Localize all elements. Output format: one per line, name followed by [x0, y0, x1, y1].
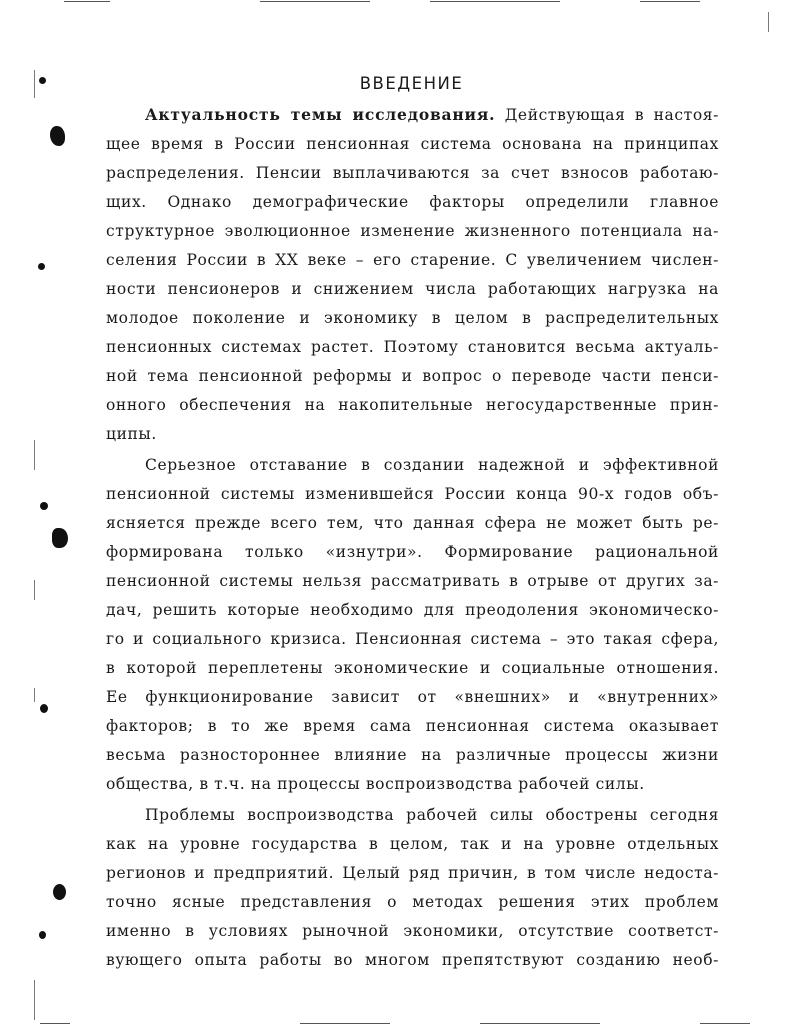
scan-edge-top-4	[640, 1, 700, 2]
paragraph-2-line: весьма разностороннее влияние на различные процессы жизни	[106, 746, 719, 764]
paragraph-1-line: молодое поколение и экономику в целом в распределительных	[106, 309, 719, 327]
paragraph-1-line: щих. Однако демографические факторы определили главное	[106, 193, 719, 211]
scan-left-rule-3	[34, 580, 35, 600]
paragraph-3-line: точно ясные представления о методах решения этих проблем	[106, 893, 719, 911]
page-heading: ВВЕДЕНИЕ	[359, 74, 464, 93]
paragraph-2-line: пенсионной системы нельзя рассматривать в отрыве от других за-	[106, 572, 719, 590]
paragraph-3-line: именно в условиях рыночной экономики, отсутствие соответст-	[106, 922, 719, 940]
paragraph-1-line: селения России в XX веке – его старение. С увеличением числен-	[106, 251, 719, 269]
paragraph-2-line: пенсионной системы изменившейся России конца 90-х годов объ-	[106, 485, 719, 503]
paragraph-1-line: ности пенсионеров и снижением числа работающих нагрузка на	[106, 280, 719, 298]
lead-phrase: Актуальность темы исследования.	[145, 105, 496, 124]
paragraph-2-line: го и социального кризиса. Пенсионная система – это такая сфера,	[106, 630, 719, 648]
paragraph-3-line: регионов и предприятий. Целый ряд причин, в том числе недоста-	[106, 864, 719, 882]
scan-left-rule-5	[34, 980, 35, 1020]
scan-edge-bottom-3	[480, 1023, 600, 1024]
punch-hole-blot	[40, 502, 48, 510]
paragraph-1-line: ной тема пенсионной реформы и вопрос о переводе части пенси-	[106, 367, 719, 385]
paragraph-1-line: структурное эволюционное изменение жизненного потенциала на-	[106, 222, 719, 240]
scan-right-rule	[768, 12, 769, 32]
paragraph-2-line: в которой переплетены экономические и социальные отношения.	[106, 659, 719, 677]
paragraph-2-line: формирована только «изнутри». Формирование рациональной	[106, 543, 719, 561]
paragraph-3-line: Проблемы воспроизводства рабочей силы обострены сегодня	[145, 806, 719, 824]
paragraph-3-line: как на уровне государства в целом, так и на уровне отдельных	[106, 835, 719, 853]
scan-edge-top-2	[260, 1, 370, 2]
paragraph-1-line	[145, 103, 719, 127]
paragraph-2-line: ясняется прежде всего тем, что данная сфера не может быть ре-	[106, 514, 719, 532]
paragraph-1-line: пенсионных системах растет. Поэтому становится весьма актуаль-	[106, 338, 719, 356]
punch-hole-blot	[40, 704, 48, 713]
paragraph-2-line: дач, решить которые необходимо для преодоления экономическо-	[106, 601, 719, 619]
scan-edge-bottom-2	[300, 1023, 390, 1024]
punch-hole-blot	[38, 263, 45, 270]
paragraph-1-line: ципы.	[106, 425, 157, 443]
paragraph-1-line: щее время в России пенсионная система основана на принципах	[106, 135, 719, 153]
lead-rest: Действующая в настоя-	[504, 106, 719, 124]
paragraph-1-line: онного обеспечения на накопительные негосударственные прин-	[106, 396, 719, 414]
punch-hole-blot	[50, 126, 65, 146]
scan-edge-bottom-4	[700, 1023, 750, 1024]
scan-edge-bottom-1	[40, 1023, 70, 1024]
punch-hole-blot	[53, 884, 66, 900]
paragraph-1-line: распределения. Пенсии выплачиваются за счет взносов работаю-	[106, 164, 719, 182]
punch-hole-blot	[39, 931, 46, 939]
paragraph-3-line: вующего опыта работы во многом препятствуют созданию необ-	[106, 951, 719, 969]
scan-left-rule-4	[34, 688, 35, 702]
scan-edge-top-3	[430, 1, 560, 2]
scan-edge-top-1	[64, 1, 110, 2]
paragraph-2-line: факторов; в то же время сама пенсионная система оказывает	[106, 717, 719, 735]
paragraph-2-line: общества, в т.ч. на процессы воспроизводства рабочей силы.	[106, 775, 645, 793]
paragraph-2-line: Серьезное отставание в создании надежной и эффективной	[145, 456, 719, 474]
scan-left-rule-2	[34, 440, 35, 470]
punch-hole-blot	[52, 528, 68, 548]
paragraph-2-line: Ее функционирование зависит от «внешних» и «внутренних»	[106, 688, 719, 706]
